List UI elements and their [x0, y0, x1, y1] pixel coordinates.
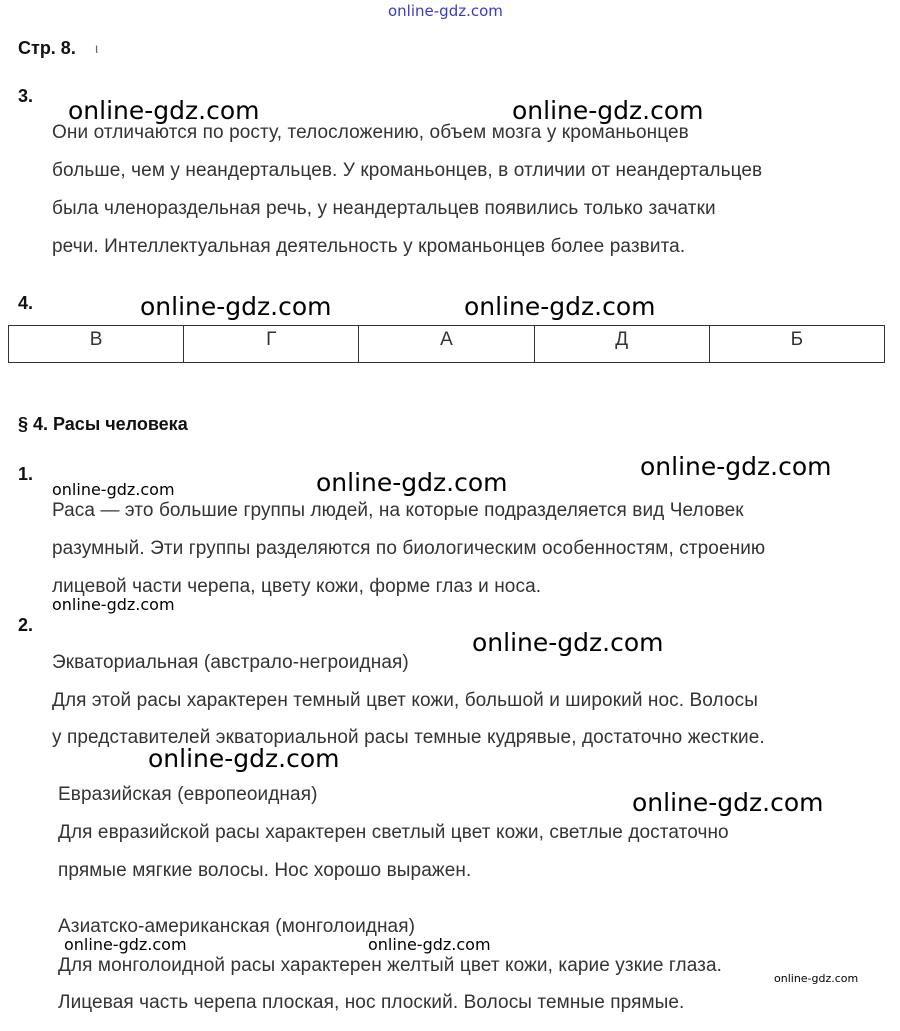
watermark: online-gdz.com	[464, 292, 656, 321]
table-row	[9, 326, 885, 363]
table-cell: Б	[709, 326, 884, 363]
page-label: Стр. 8.	[18, 38, 76, 58]
watermark: online-gdz.com	[68, 96, 260, 125]
question-4-number: 4.	[18, 293, 34, 313]
table-cell: В	[9, 326, 184, 363]
asian-line-2: Лицевая часть черепа плоская, нос плоский. Волосы темные прямые.	[58, 992, 685, 1013]
section-question-2-number: 2.	[18, 615, 34, 635]
answer-table	[8, 325, 885, 363]
equatorial-line-2: у представителей экваториальной расы темные кудрявые, достаточно жесткие.	[52, 727, 765, 748]
watermark: online-gdz.com	[52, 480, 175, 499]
watermark: online-gdz.com	[140, 292, 332, 321]
asian-line-1: Для монголоидной расы характерен желтый цвет кожи, карие узкие глаза.	[58, 955, 723, 976]
equatorial-line-1: Для этой расы характерен темный цвет кожи, большой и широкий нос. Волосы	[52, 690, 758, 711]
watermark: online-gdz.com	[472, 628, 664, 657]
eurasian-line-1: Для евразийской расы характерен светлый цвет кожи, светлые достаточно	[58, 822, 729, 843]
s1-line-2: разумный. Эти группы разделяются по биологическим особенностям, строению	[52, 538, 766, 559]
page-mark: ι	[95, 40, 99, 56]
table-cell: Г	[184, 326, 359, 363]
eurasian-line-2: прямые мягкие волосы. Нос хорошо выражен.	[58, 860, 472, 881]
q3-line-1: Они отличаются по росту, телосложению, объем мозга у кроманьонцев	[52, 122, 689, 143]
watermark: online-gdz.com	[774, 972, 859, 985]
asian-title: Азиатско-американская (монголоидная)	[58, 916, 416, 937]
section-title: § 4. Расы человека	[18, 414, 188, 434]
q3-line-4: речи. Интеллектуальная деятельность у кроманьонцев более развита.	[52, 236, 686, 257]
table-cell: А	[359, 326, 534, 363]
watermark: online-gdz.com	[640, 452, 832, 481]
question-3-number: 3.	[18, 86, 34, 106]
s1-line-3: лицевой части черепа, цвету кожи, форме глаз и носа.	[52, 576, 542, 597]
watermark: online-gdz.com	[632, 788, 824, 817]
watermark: online-gdz.com	[512, 96, 704, 125]
watermark: online-gdz.com	[52, 595, 175, 614]
top-watermark: online-gdz.com	[388, 2, 503, 20]
q3-line-3: была членораздельная речь, у неандертальцев появились только зачатки	[52, 198, 716, 219]
eurasian-title: Евразийская (европеоидная)	[58, 784, 318, 805]
table-cell: Д	[534, 326, 709, 363]
equatorial-title: Экваториальная (австрало-негроидная)	[52, 652, 409, 673]
q3-line-2: больше, чем у неандертальцев. У кроманьонцев, в отличии от неандертальцев	[52, 160, 763, 181]
watermark: online-gdz.com	[316, 468, 508, 497]
section-question-1-number: 1.	[18, 464, 34, 484]
watermark: online-gdz.com	[64, 935, 187, 954]
s1-line-1: Раса — это большие группы людей, на которые подразделяется вид Человек	[52, 500, 744, 521]
watermark: online-gdz.com	[368, 935, 491, 954]
watermark: online-gdz.com	[148, 744, 340, 773]
